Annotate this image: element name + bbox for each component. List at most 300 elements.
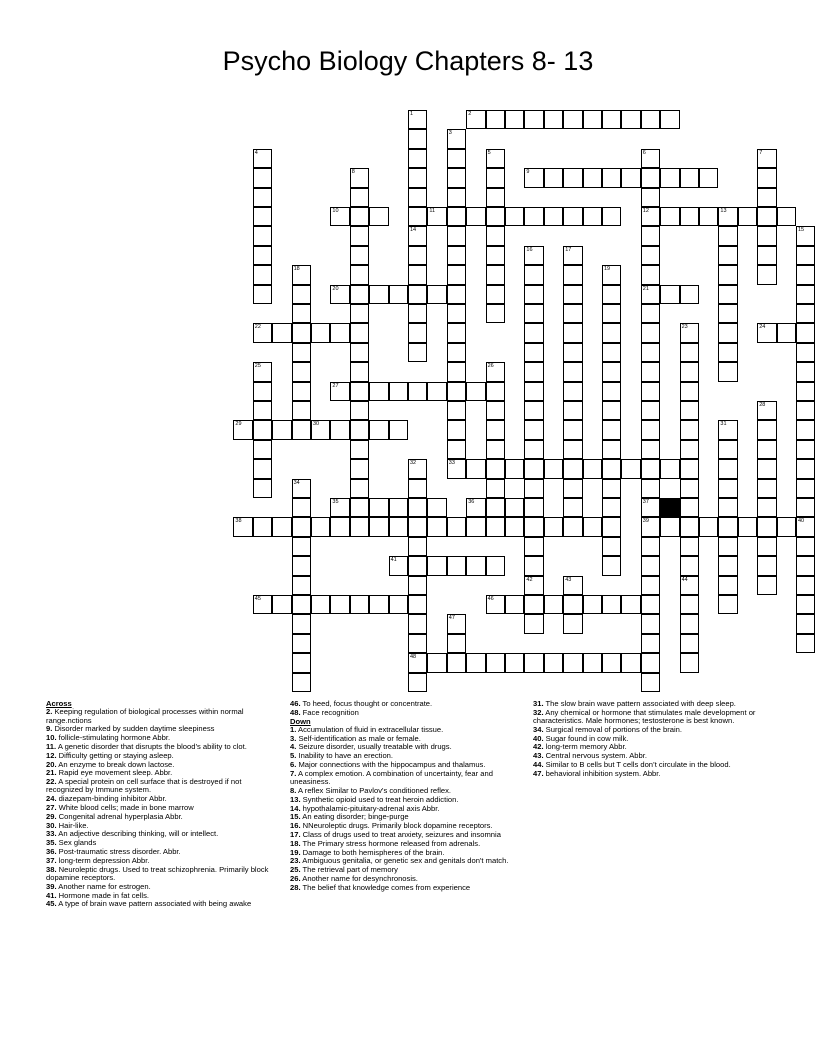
grid-cell[interactable] xyxy=(408,110,427,129)
grid-cell[interactable] xyxy=(408,343,427,362)
grid-cell[interactable] xyxy=(563,576,582,595)
grid-cell[interactable] xyxy=(680,653,699,672)
grid-cell[interactable] xyxy=(641,653,660,672)
grid-cell[interactable] xyxy=(311,420,330,439)
grid-cell[interactable] xyxy=(408,556,427,575)
grid-cell[interactable] xyxy=(757,459,776,478)
grid-cell[interactable] xyxy=(486,246,505,265)
grid-cell[interactable] xyxy=(660,459,679,478)
grid-cell[interactable] xyxy=(486,498,505,517)
grid-cell[interactable] xyxy=(796,479,815,498)
grid-cell[interactable] xyxy=(350,595,369,614)
grid-cell[interactable] xyxy=(311,517,330,536)
grid-cell[interactable] xyxy=(486,207,505,226)
grid-cell[interactable] xyxy=(447,634,466,653)
grid-cell[interactable] xyxy=(486,362,505,381)
grid-cell[interactable] xyxy=(272,323,291,342)
grid-cell[interactable] xyxy=(641,673,660,692)
grid-cell[interactable] xyxy=(447,517,466,536)
grid-cell[interactable] xyxy=(292,304,311,323)
grid-cell[interactable] xyxy=(447,129,466,148)
grid-cell[interactable] xyxy=(524,479,543,498)
grid-cell[interactable] xyxy=(583,517,602,536)
grid-cell[interactable] xyxy=(427,207,446,226)
grid-cell[interactable] xyxy=(563,382,582,401)
grid-cell[interactable] xyxy=(544,517,563,536)
grid-cell[interactable] xyxy=(524,168,543,187)
grid-cell[interactable] xyxy=(466,498,485,517)
grid-cell[interactable] xyxy=(408,188,427,207)
grid-cell[interactable] xyxy=(447,556,466,575)
grid-cell[interactable] xyxy=(486,401,505,420)
grid-cell[interactable] xyxy=(408,226,427,245)
grid-cell[interactable] xyxy=(466,556,485,575)
grid-cell[interactable] xyxy=(447,401,466,420)
grid-cell[interactable] xyxy=(389,556,408,575)
grid-cell[interactable] xyxy=(602,517,621,536)
grid-cell[interactable] xyxy=(563,110,582,129)
grid-cell[interactable] xyxy=(602,537,621,556)
grid-cell[interactable] xyxy=(641,188,660,207)
grid-cell[interactable] xyxy=(757,537,776,556)
grid-cell[interactable] xyxy=(292,285,311,304)
grid-cell[interactable] xyxy=(777,323,796,342)
grid-cell[interactable] xyxy=(408,129,427,148)
grid-cell[interactable] xyxy=(680,576,699,595)
grid-cell[interactable] xyxy=(796,304,815,323)
grid-cell[interactable] xyxy=(757,226,776,245)
grid-cell[interactable] xyxy=(718,265,737,284)
grid-cell[interactable] xyxy=(253,168,272,187)
grid-cell[interactable] xyxy=(563,479,582,498)
grid-cell[interactable] xyxy=(447,265,466,284)
grid-cell[interactable] xyxy=(408,537,427,556)
grid-cell[interactable] xyxy=(350,362,369,381)
grid-cell[interactable] xyxy=(505,653,524,672)
grid-cell[interactable] xyxy=(796,401,815,420)
grid-cell[interactable] xyxy=(699,207,718,226)
grid-cell[interactable] xyxy=(330,498,349,517)
grid-cell[interactable] xyxy=(563,304,582,323)
grid-cell[interactable] xyxy=(486,556,505,575)
grid-cell[interactable] xyxy=(641,556,660,575)
grid-cell[interactable] xyxy=(563,498,582,517)
grid-cell[interactable] xyxy=(233,420,252,439)
grid-cell[interactable] xyxy=(563,265,582,284)
grid-cell[interactable] xyxy=(524,517,543,536)
grid-cell[interactable] xyxy=(757,207,776,226)
grid-cell[interactable] xyxy=(350,440,369,459)
grid-cell[interactable] xyxy=(369,207,388,226)
grid-cell[interactable] xyxy=(292,343,311,362)
grid-cell[interactable] xyxy=(796,595,815,614)
grid-cell[interactable] xyxy=(292,576,311,595)
grid-cell[interactable] xyxy=(602,382,621,401)
grid-cell[interactable] xyxy=(350,168,369,187)
grid-cell[interactable] xyxy=(524,556,543,575)
grid-cell[interactable] xyxy=(311,595,330,614)
grid-cell[interactable] xyxy=(641,382,660,401)
grid-cell[interactable] xyxy=(757,265,776,284)
grid-cell[interactable] xyxy=(602,323,621,342)
grid-cell[interactable] xyxy=(389,285,408,304)
grid-cell[interactable] xyxy=(796,498,815,517)
grid-cell[interactable] xyxy=(447,246,466,265)
grid-cell[interactable] xyxy=(389,382,408,401)
grid-cell[interactable] xyxy=(447,285,466,304)
grid-cell[interactable] xyxy=(253,479,272,498)
grid-cell[interactable] xyxy=(583,595,602,614)
grid-cell[interactable] xyxy=(544,110,563,129)
grid-cell[interactable] xyxy=(486,110,505,129)
grid-cell[interactable] xyxy=(447,382,466,401)
grid-cell[interactable] xyxy=(292,420,311,439)
grid-cell[interactable] xyxy=(524,323,543,342)
grid-cell[interactable] xyxy=(350,226,369,245)
grid-cell[interactable] xyxy=(389,420,408,439)
grid-cell[interactable] xyxy=(447,420,466,439)
grid-cell[interactable] xyxy=(292,595,311,614)
grid-cell[interactable] xyxy=(447,343,466,362)
grid-cell[interactable] xyxy=(330,382,349,401)
grid-cell[interactable] xyxy=(253,246,272,265)
grid-cell[interactable] xyxy=(350,246,369,265)
grid-cell[interactable] xyxy=(350,479,369,498)
grid-cell[interactable] xyxy=(718,362,737,381)
grid-cell[interactable] xyxy=(505,595,524,614)
grid-cell[interactable] xyxy=(447,440,466,459)
grid-cell[interactable] xyxy=(621,653,640,672)
grid-cell[interactable] xyxy=(641,537,660,556)
grid-cell[interactable] xyxy=(292,265,311,284)
grid-cell[interactable] xyxy=(350,517,369,536)
grid-cell[interactable] xyxy=(602,479,621,498)
grid-cell[interactable] xyxy=(563,285,582,304)
grid-cell[interactable] xyxy=(466,207,485,226)
grid-cell[interactable] xyxy=(486,595,505,614)
grid-cell[interactable] xyxy=(330,595,349,614)
grid-cell[interactable] xyxy=(777,517,796,536)
grid-cell[interactable] xyxy=(486,459,505,478)
grid-cell[interactable] xyxy=(563,653,582,672)
grid-cell[interactable] xyxy=(350,265,369,284)
grid-cell[interactable] xyxy=(408,595,427,614)
grid-cell[interactable] xyxy=(350,323,369,342)
grid-cell[interactable] xyxy=(583,168,602,187)
grid-cell[interactable] xyxy=(544,595,563,614)
grid-cell[interactable] xyxy=(563,440,582,459)
grid-cell[interactable] xyxy=(292,556,311,575)
grid-cell[interactable] xyxy=(796,440,815,459)
grid-cell[interactable] xyxy=(680,517,699,536)
grid-cell[interactable] xyxy=(718,207,737,226)
grid-cell[interactable] xyxy=(369,595,388,614)
grid-cell[interactable] xyxy=(641,149,660,168)
grid-cell[interactable] xyxy=(330,207,349,226)
grid-cell[interactable] xyxy=(563,207,582,226)
grid-cell[interactable] xyxy=(641,576,660,595)
grid-cell[interactable] xyxy=(253,285,272,304)
grid-cell[interactable] xyxy=(486,382,505,401)
grid-cell[interactable] xyxy=(796,382,815,401)
grid-cell[interactable] xyxy=(718,459,737,478)
grid-cell[interactable] xyxy=(660,110,679,129)
grid-cell[interactable] xyxy=(292,614,311,633)
grid-cell[interactable] xyxy=(757,556,776,575)
grid-cell[interactable] xyxy=(757,323,776,342)
grid-cell[interactable] xyxy=(272,517,291,536)
grid-cell[interactable] xyxy=(292,673,311,692)
grid-cell[interactable] xyxy=(544,207,563,226)
grid-cell[interactable] xyxy=(408,382,427,401)
grid-cell[interactable] xyxy=(680,382,699,401)
grid-cell[interactable] xyxy=(602,265,621,284)
grid-cell[interactable] xyxy=(777,207,796,226)
grid-cell[interactable] xyxy=(796,537,815,556)
grid-cell[interactable] xyxy=(641,634,660,653)
grid-cell[interactable] xyxy=(350,420,369,439)
grid-cell[interactable] xyxy=(350,459,369,478)
grid-cell[interactable] xyxy=(486,653,505,672)
grid-cell[interactable] xyxy=(757,576,776,595)
grid-cell[interactable] xyxy=(447,614,466,633)
grid-cell[interactable] xyxy=(369,517,388,536)
grid-cell[interactable] xyxy=(350,343,369,362)
grid-cell[interactable] xyxy=(757,420,776,439)
grid-cell[interactable] xyxy=(641,479,660,498)
grid-cell[interactable] xyxy=(408,207,427,226)
grid-cell[interactable] xyxy=(621,595,640,614)
grid-cell[interactable] xyxy=(602,343,621,362)
grid-cell[interactable] xyxy=(602,440,621,459)
grid-cell[interactable] xyxy=(583,207,602,226)
grid-cell[interactable] xyxy=(796,459,815,478)
grid-cell[interactable] xyxy=(350,382,369,401)
grid-cell[interactable] xyxy=(486,517,505,536)
grid-cell[interactable] xyxy=(253,323,272,342)
grid-cell[interactable] xyxy=(524,285,543,304)
grid-cell[interactable] xyxy=(524,304,543,323)
grid-cell[interactable] xyxy=(563,420,582,439)
grid-cell[interactable] xyxy=(408,614,427,633)
grid-cell[interactable] xyxy=(350,401,369,420)
grid-cell[interactable] xyxy=(796,576,815,595)
grid-cell[interactable] xyxy=(796,343,815,362)
grid-cell[interactable] xyxy=(253,226,272,245)
grid-cell[interactable] xyxy=(796,362,815,381)
grid-cell[interactable] xyxy=(466,653,485,672)
grid-cell[interactable] xyxy=(253,149,272,168)
grid-cell[interactable] xyxy=(583,653,602,672)
grid-cell[interactable] xyxy=(718,420,737,439)
grid-cell[interactable] xyxy=(369,382,388,401)
grid-cell[interactable] xyxy=(253,595,272,614)
grid-cell[interactable] xyxy=(621,110,640,129)
grid-cell[interactable] xyxy=(602,285,621,304)
grid-cell[interactable] xyxy=(680,362,699,381)
grid-cell[interactable] xyxy=(253,362,272,381)
grid-cell[interactable] xyxy=(699,168,718,187)
grid-cell[interactable] xyxy=(641,498,660,517)
grid-cell[interactable] xyxy=(641,420,660,439)
grid-cell[interactable] xyxy=(718,226,737,245)
grid-cell[interactable] xyxy=(602,168,621,187)
grid-cell[interactable] xyxy=(408,576,427,595)
grid-cell[interactable] xyxy=(486,479,505,498)
grid-cell[interactable] xyxy=(524,362,543,381)
grid-cell[interactable] xyxy=(718,537,737,556)
grid-cell[interactable] xyxy=(408,498,427,517)
grid-cell[interactable] xyxy=(447,653,466,672)
grid-cell[interactable] xyxy=(524,265,543,284)
grid-cell[interactable] xyxy=(389,498,408,517)
grid-cell[interactable] xyxy=(408,673,427,692)
grid-cell[interactable] xyxy=(447,207,466,226)
grid-cell[interactable] xyxy=(757,440,776,459)
grid-cell[interactable] xyxy=(408,653,427,672)
grid-cell[interactable] xyxy=(641,110,660,129)
grid-cell[interactable] xyxy=(680,168,699,187)
grid-cell[interactable] xyxy=(583,110,602,129)
grid-cell[interactable] xyxy=(641,323,660,342)
grid-cell[interactable] xyxy=(524,653,543,672)
grid-cell[interactable] xyxy=(253,207,272,226)
grid-cell[interactable] xyxy=(563,595,582,614)
grid-cell[interactable] xyxy=(253,265,272,284)
grid-cell[interactable] xyxy=(718,556,737,575)
grid-cell[interactable] xyxy=(641,304,660,323)
grid-cell[interactable] xyxy=(757,401,776,420)
grid-cell[interactable] xyxy=(486,188,505,207)
grid-cell[interactable] xyxy=(563,343,582,362)
grid-cell[interactable] xyxy=(447,459,466,478)
grid-cell[interactable] xyxy=(563,323,582,342)
grid-cell[interactable] xyxy=(602,401,621,420)
grid-cell[interactable] xyxy=(602,653,621,672)
grid-cell[interactable] xyxy=(350,285,369,304)
grid-cell[interactable] xyxy=(796,614,815,633)
grid-cell[interactable] xyxy=(641,595,660,614)
grid-cell[interactable] xyxy=(253,188,272,207)
grid-cell[interactable] xyxy=(369,420,388,439)
grid-cell[interactable] xyxy=(408,265,427,284)
grid-cell[interactable] xyxy=(486,168,505,187)
grid-cell[interactable] xyxy=(680,207,699,226)
grid-cell[interactable] xyxy=(292,517,311,536)
grid-cell[interactable] xyxy=(680,401,699,420)
grid-cell[interactable] xyxy=(718,285,737,304)
grid-cell[interactable] xyxy=(447,226,466,245)
grid-cell[interactable] xyxy=(544,459,563,478)
grid-cell[interactable] xyxy=(292,401,311,420)
grid-cell[interactable] xyxy=(621,168,640,187)
grid-cell[interactable] xyxy=(408,323,427,342)
grid-cell[interactable] xyxy=(524,537,543,556)
grid-cell[interactable] xyxy=(680,479,699,498)
grid-cell[interactable] xyxy=(680,343,699,362)
grid-cell[interactable] xyxy=(253,459,272,478)
grid-cell[interactable] xyxy=(486,226,505,245)
grid-cell[interactable] xyxy=(680,556,699,575)
grid-cell[interactable] xyxy=(641,265,660,284)
grid-cell[interactable] xyxy=(602,362,621,381)
grid-cell[interactable] xyxy=(718,595,737,614)
grid-cell[interactable] xyxy=(233,517,252,536)
grid-cell[interactable] xyxy=(389,517,408,536)
grid-cell[interactable] xyxy=(350,207,369,226)
grid-cell[interactable] xyxy=(699,517,718,536)
grid-cell[interactable] xyxy=(292,479,311,498)
grid-cell[interactable] xyxy=(427,498,446,517)
grid-cell[interactable] xyxy=(350,498,369,517)
grid-cell[interactable] xyxy=(505,207,524,226)
grid-cell[interactable] xyxy=(524,207,543,226)
grid-cell[interactable] xyxy=(796,517,815,536)
grid-cell[interactable] xyxy=(680,634,699,653)
grid-cell[interactable] xyxy=(680,420,699,439)
grid-cell[interactable] xyxy=(524,459,543,478)
grid-cell[interactable] xyxy=(292,498,311,517)
grid-cell[interactable] xyxy=(680,614,699,633)
grid-cell[interactable] xyxy=(602,595,621,614)
grid-cell[interactable] xyxy=(524,382,543,401)
grid-cell[interactable] xyxy=(718,343,737,362)
grid-cell[interactable] xyxy=(466,517,485,536)
grid-cell[interactable] xyxy=(680,323,699,342)
grid-cell[interactable] xyxy=(660,168,679,187)
grid-cell[interactable] xyxy=(660,285,679,304)
grid-cell[interactable] xyxy=(757,168,776,187)
grid-cell[interactable] xyxy=(680,285,699,304)
grid-cell[interactable] xyxy=(486,420,505,439)
grid-cell[interactable] xyxy=(408,634,427,653)
grid-cell[interactable] xyxy=(602,304,621,323)
grid-cell[interactable] xyxy=(680,440,699,459)
grid-cell[interactable] xyxy=(447,149,466,168)
grid-cell[interactable] xyxy=(253,440,272,459)
grid-cell[interactable] xyxy=(757,246,776,265)
grid-cell[interactable] xyxy=(641,517,660,536)
grid-cell[interactable] xyxy=(796,420,815,439)
grid-cell[interactable] xyxy=(311,323,330,342)
grid-cell[interactable] xyxy=(505,517,524,536)
grid-cell[interactable] xyxy=(524,576,543,595)
grid-cell[interactable] xyxy=(272,420,291,439)
grid-cell[interactable] xyxy=(718,517,737,536)
grid-cell[interactable] xyxy=(641,401,660,420)
grid-cell[interactable] xyxy=(408,246,427,265)
grid-cell[interactable] xyxy=(369,498,388,517)
grid-cell[interactable] xyxy=(408,517,427,536)
grid-cell[interactable] xyxy=(796,226,815,245)
grid-cell[interactable] xyxy=(563,401,582,420)
grid-cell[interactable] xyxy=(796,634,815,653)
grid-cell[interactable] xyxy=(427,653,446,672)
grid-cell[interactable] xyxy=(660,517,679,536)
grid-cell[interactable] xyxy=(563,246,582,265)
grid-cell[interactable] xyxy=(796,323,815,342)
grid-cell[interactable] xyxy=(350,304,369,323)
grid-cell[interactable] xyxy=(796,556,815,575)
grid-cell[interactable] xyxy=(680,537,699,556)
grid-cell[interactable] xyxy=(757,188,776,207)
grid-cell[interactable] xyxy=(524,401,543,420)
grid-cell[interactable] xyxy=(641,168,660,187)
grid-cell[interactable] xyxy=(486,440,505,459)
grid-cell[interactable] xyxy=(447,362,466,381)
grid-cell[interactable] xyxy=(544,653,563,672)
grid-cell[interactable] xyxy=(602,556,621,575)
